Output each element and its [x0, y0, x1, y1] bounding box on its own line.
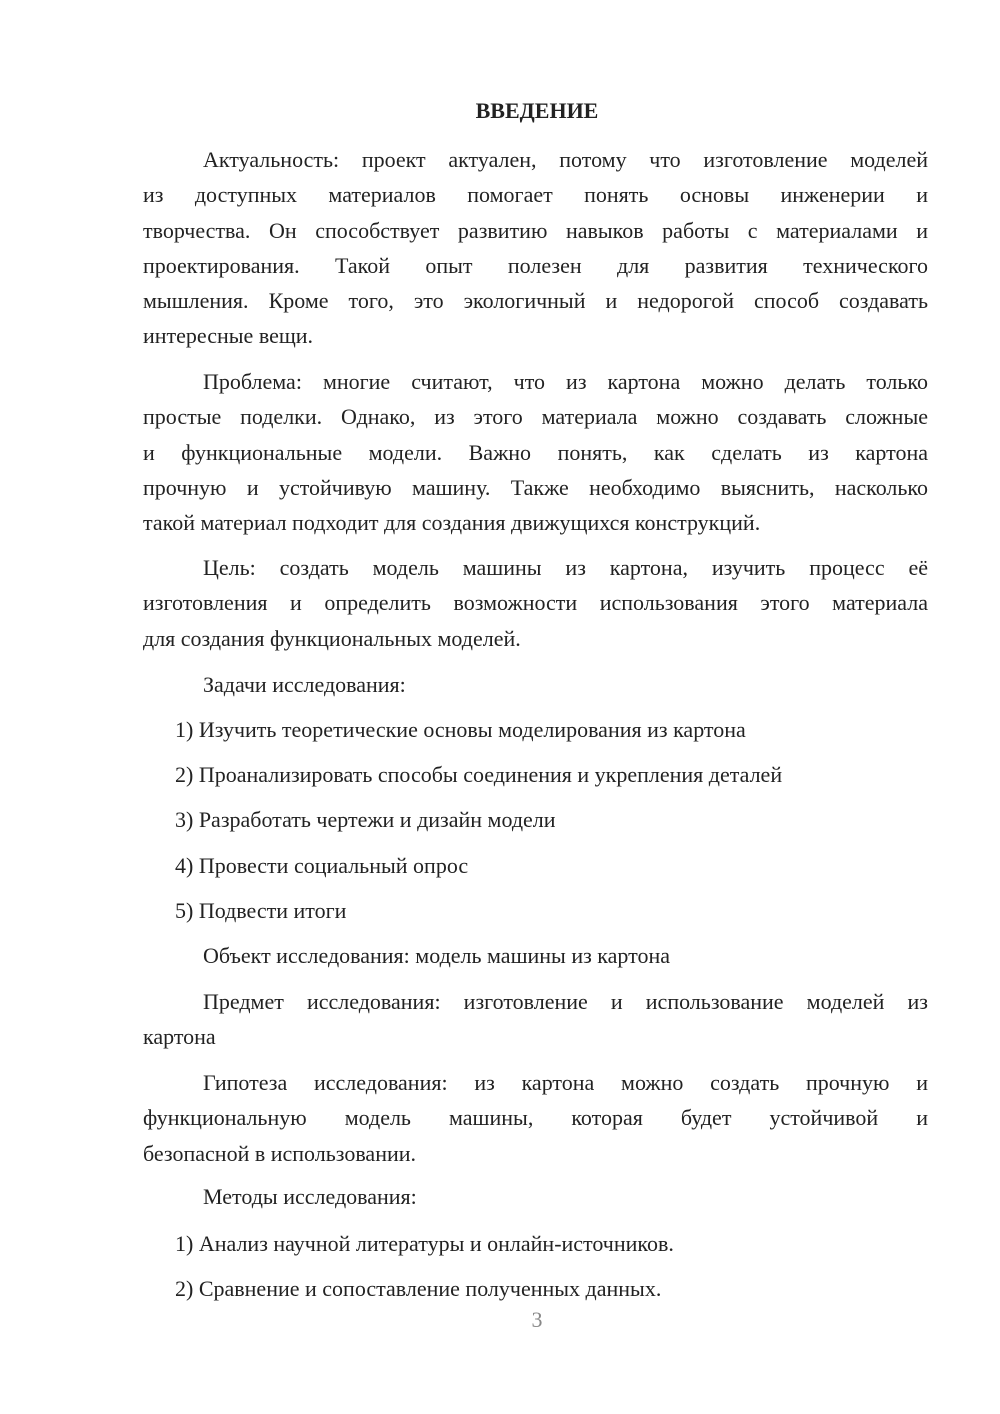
- text-line: интересные вещи.: [143, 323, 314, 349]
- text-line: простые поделки. Однако, из этого материала можно создавать сложные: [143, 404, 928, 430]
- task-item: 2) Проанализировать способы соединения и укрепления деталей: [175, 762, 783, 787]
- text-line: Предмет исследования: изготовление и использование моделей из: [203, 989, 928, 1014]
- task-item: 5) Подвести итоги: [175, 898, 347, 923]
- hypothesis-paragraph: [143, 1065, 928, 1171]
- text-line: и функциональные модели. Важно понять, как сделать из картона: [143, 439, 928, 465]
- tasks-label: Задачи исследования:: [203, 672, 406, 697]
- text-line: изготовления и определить возможности использования этого материала: [143, 590, 928, 616]
- subject-paragraph: [143, 984, 928, 1055]
- text-line: функциональную модель машины, которая будет устойчивой и: [143, 1105, 928, 1131]
- text-line: из доступных материалов помогает понять основы инженерии и: [143, 182, 928, 208]
- text-line: Гипотеза исследования: из картона можно создать прочную и: [203, 1070, 928, 1095]
- text-line: Проблема: многие считают, что из картона можно делать только: [203, 369, 928, 394]
- text-line: картона: [143, 1024, 216, 1050]
- text-line: для создания функциональных моделей.: [143, 625, 521, 651]
- research-object: Объект исследования: модель машины из картона: [203, 943, 670, 968]
- goal-paragraph: [143, 550, 928, 656]
- task-item: 1) Изучить теоретические основы моделирования из картона: [175, 717, 746, 742]
- problem-paragraph: [143, 364, 928, 540]
- text-line: безопасной в использовании.: [143, 1140, 417, 1166]
- text-line: такой материал подходит для создания движущихся конструкций.: [143, 510, 761, 536]
- task-item: 4) Провести социальный опрос: [175, 853, 469, 878]
- section-title: ВВЕДЕНИЕ: [475, 98, 599, 123]
- text-line: творчества. Он способствует развитию навыков работы с материалами и: [143, 217, 928, 243]
- text-line: прочную и устойчивую машину. Также необходимо выяснить, насколько: [143, 474, 928, 500]
- task-item: 3) Разработать чертежи и дизайн модели: [175, 807, 556, 832]
- text-line: Актуальность: проект актуален, потому что изготовление моделей: [203, 147, 928, 172]
- text-line: мышления. Кроме того, это экологичный и недорогой способ создавать: [143, 288, 928, 314]
- page-number: 3: [531, 1307, 543, 1332]
- methods-label: Методы исследования:: [203, 1184, 417, 1209]
- method-item: 1) Анализ научной литературы и онлайн-источников.: [175, 1231, 674, 1256]
- method-item: 2) Сравнение и сопоставление полученных данных.: [175, 1276, 662, 1301]
- text-line: проектирования. Такой опыт полезен для развития технического: [143, 252, 928, 278]
- relevance-paragraph: [143, 142, 928, 354]
- text-line: Цель: создать модель машины из картона, изучить процесс её: [203, 555, 928, 580]
